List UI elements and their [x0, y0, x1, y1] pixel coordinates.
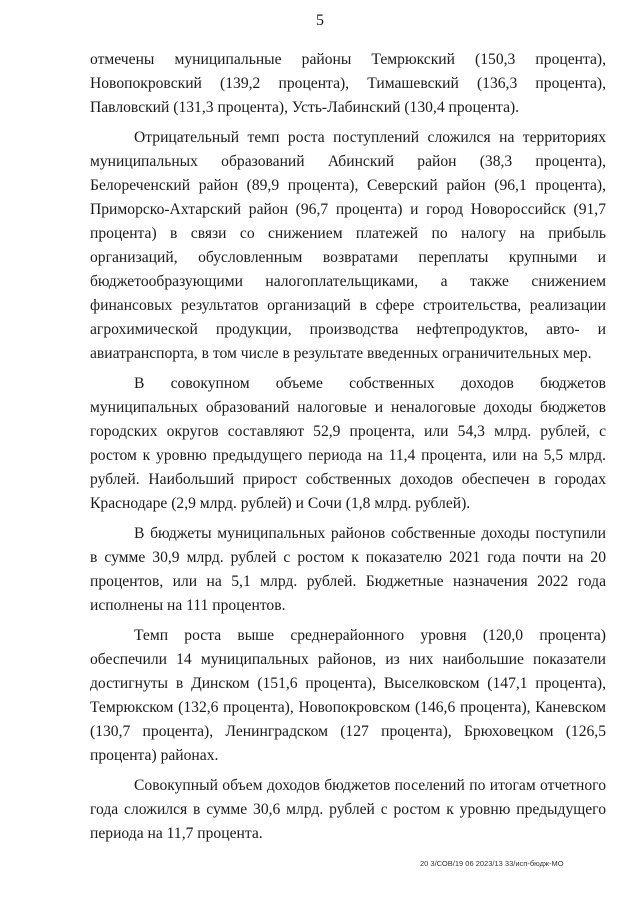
- paragraph-negative-growth: Отрицательный темп роста поступлений сложился на территориях муниципальных образований Абинский район (38,3 процента), Белореченский район (89,9 процента), Северский район (96,1 процента), Приморско-Ахтарский район (96,7 процента) и город Новороссийск (91,7 процента) в связи со снижением платежей по налогу на прибыль организаций, обусловленным возвратами переплаты крупными и бюджетообразующими налогоплательщиками, а также снижением финансовых результатов организаций в сфере строительства, реализации агрохимической продукции, производства нефтепродуктов, авто- и авиатранспорта, в том числе в результате введенных ограничительных мер.: [90, 129, 606, 362]
- document-footer-code: 20 3/СОВ/19 06 2023/13 33/исп-бюдж-МО: [420, 859, 564, 868]
- page-number: 5: [316, 12, 324, 29]
- paragraph-continuation: отмечены муниципальные районы Темрюкский (150,3 процента), Новопокровский (139,2 процента), Тимашевский (136,3 процента), Павловский (131,3 процента), Усть-Лабинский (130,4 процента).: [90, 51, 606, 116]
- paragraph-municipal-districts: В бюджеты муниципальных районов собственные доходы поступили в сумме 30,9 млрд. рублей с ростом к показателю 2021 года почти на 20 процентов, или на 5,1 млрд. рублей. Бюджетные назначения 2022 года исполнены на 111 процентов.: [90, 525, 606, 614]
- paragraph-settlements: Совокупный объем доходов бюджетов поселений по итогам отчетного года сложился в сумме 30,6 млрд. рублей с ростом к уровню предыдущего периода на 11,7 процента.: [90, 777, 606, 842]
- document-body: [90, 48, 606, 846]
- paragraph-city-districts: В совокупном объеме собственных доходов бюджетов муниципальных образований налоговые и неналоговые доходы бюджетов городских округов составляют 52,9 процента, или 54,3 млрд. рублей, с ростом к уровню предыдущего периода на 11,4 процента, или на 5,5 млрд. рублей. Наибольший прирост собственных доходов обеспечен в городах Краснодаре (2,9 млрд. рублей) и Сочи (1,8 млрд. рублей).: [90, 375, 606, 512]
- paragraph-growth-leaders: Темп роста выше среднерайонного уровня (120,0 процента) обеспечили 14 муниципальных районов, из них наибольшие показатели достигнуты в Динском (151,6 процента), Выселковском (147,1 процента), Темрюкском (132,6 процента), Новопокровском (146,6 процента), Каневском (130,7 процента), Ленинградском (127 процента), Брюховецком (126,5 процента) районах.: [90, 627, 606, 764]
